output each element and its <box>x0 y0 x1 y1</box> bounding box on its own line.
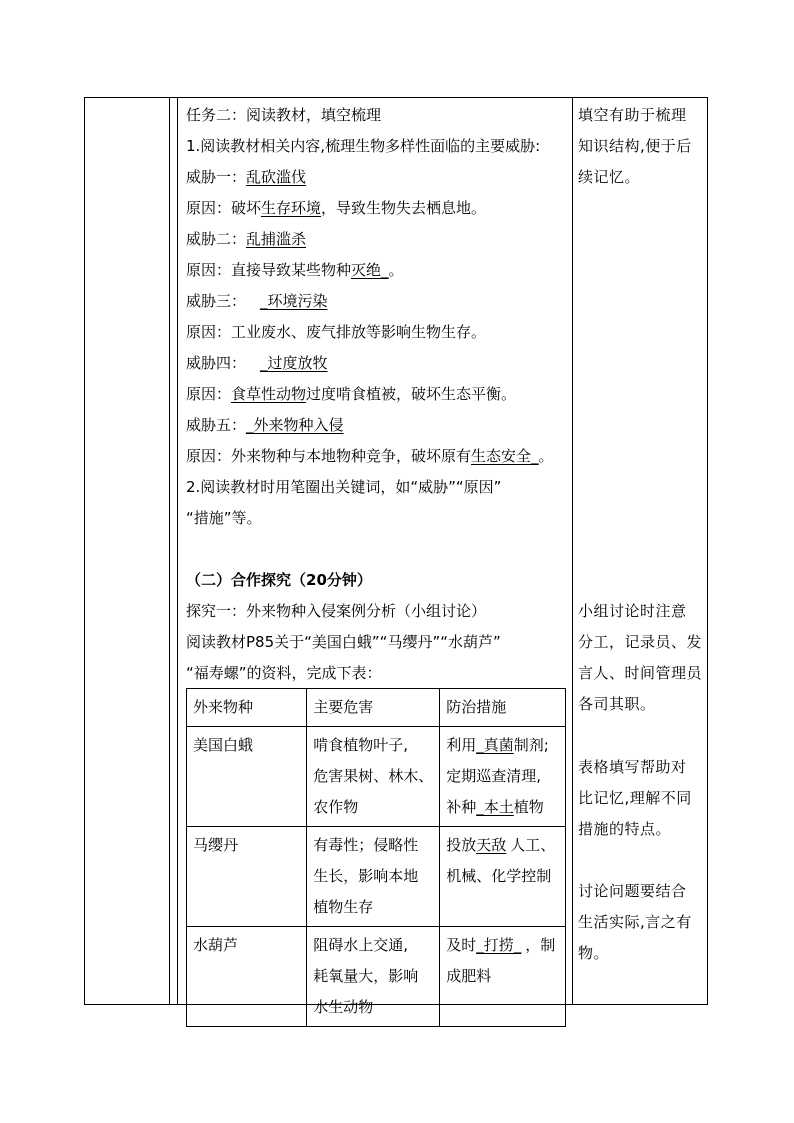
note-block-1: 填空有助于梳理 知识结构,便于后 续记忆。 <box>578 106 692 186</box>
reason-2: 原因：直接导致某些物种灭绝_。 <box>186 261 404 279</box>
section-heading: （二）合作探究（20分钟） <box>186 571 372 589</box>
note-block-3: 表格填写帮助对 比记忆,理解不同 措施的特点。 <box>578 758 692 838</box>
table-row <box>187 827 566 927</box>
blank-answer: _打捞_ <box>476 936 522 954</box>
threat-5: 威胁五：_外来物种入侵 <box>186 416 344 434</box>
explore1-title: 探究一：外来物种入侵案例分析（小组讨论） <box>186 602 487 620</box>
column-divider-2 <box>177 97 178 1005</box>
table-header: 防治措施 <box>440 689 566 727</box>
reason-5: 原因：外来物种与本地物种竞争，破坏原有生态安全_。 <box>186 447 554 465</box>
blank-answer: _本土 <box>476 798 514 816</box>
species-cell: 马缨丹 <box>187 827 307 927</box>
spacer <box>186 534 568 565</box>
harm-cell: 啃食植物叶子, 危害果树、林木、 农作物 <box>307 727 440 827</box>
step2-line1: 2.阅读教材时用笔圈出关键词，如“威胁”“原因” <box>186 478 502 496</box>
blank-answer: 乱砍滥伐 <box>246 168 307 186</box>
table-header: 主要危害 <box>307 689 440 727</box>
measure-cell: 投放天敌 人工、 机械、化学控制 <box>440 827 566 927</box>
harm-cell: 有毒性；侵略性 生长，影响本地 植物生存 <box>307 827 440 927</box>
threat-2: 威胁二：乱捕滥杀 <box>186 230 307 248</box>
threat-4: 威胁四： _过度放牧 <box>186 354 328 372</box>
reason-1: 原因：破坏生存环境，导致生物失去栖息地。 <box>186 199 487 217</box>
task2-intro: 1.阅读教材相关内容,梳理生物多样性面临的主要威胁: <box>186 137 541 155</box>
table-row <box>187 927 566 1027</box>
reason-4: 原因：食草性动物过度啃食植被，破坏生态平衡。 <box>186 385 517 403</box>
blank-answer: 灭绝_ <box>351 261 389 279</box>
blank-answer: 乱捕滥杀 <box>246 230 307 248</box>
measure-cell: 利用_真菌制剂; 定期巡查清理, 补种_本土植物 <box>440 727 566 827</box>
table-row <box>187 727 566 827</box>
blank-answer: 生存环境 <box>261 199 322 217</box>
blank-answer: _真菌 <box>476 736 514 754</box>
threat-1: 威胁一：乱砍滥伐 <box>186 168 307 186</box>
table-header-row <box>187 689 566 727</box>
note-block-4: 讨论问题要结合 生活实际,言之有 物。 <box>578 882 692 962</box>
blank-answer: _过度放牧 <box>260 354 328 372</box>
note-block-2: 小组讨论时注意 分工，记录员、发 言人、时间管理员 各司其职。 <box>578 602 703 713</box>
species-cell: 水葫芦 <box>187 927 307 1027</box>
blank-answer: 天敌 <box>476 836 507 854</box>
species-cell: 美国白蛾 <box>187 727 307 827</box>
harm-cell: 阻碍水上交通, 耗氧量大，影响 水生动物 <box>307 927 440 1027</box>
main-content <box>186 100 568 689</box>
task2-title: 任务二：阅读教材，填空梳理 <box>186 106 382 124</box>
blank-answer: 食草性动物 <box>231 385 307 403</box>
notes-column <box>578 100 706 962</box>
reading-line1: 阅读教材P85关于“美国白蛾”“马缨丹”“水葫芦” <box>186 633 501 651</box>
column-divider-1 <box>169 97 170 1005</box>
table-header: 外来物种 <box>187 689 307 727</box>
threat-3: 威胁三： _环境污染 <box>186 292 328 310</box>
measure-cell: 及时_打捞_ ，制 成肥料 <box>440 927 566 1027</box>
blank-answer: _环境污染 <box>260 292 328 310</box>
blank-answer: _外来物种入侵 <box>246 416 344 434</box>
step2-line2: “措施”等。 <box>186 509 262 527</box>
reason-3: 原因：工业废水、废气排放等影响生物生存。 <box>186 323 487 341</box>
species-table <box>186 688 566 1027</box>
reading-line2: “福寿螺”的资料，完成下表： <box>186 664 382 682</box>
column-divider-3 <box>572 97 573 1005</box>
blank-answer: 生态安全_ <box>471 447 539 465</box>
